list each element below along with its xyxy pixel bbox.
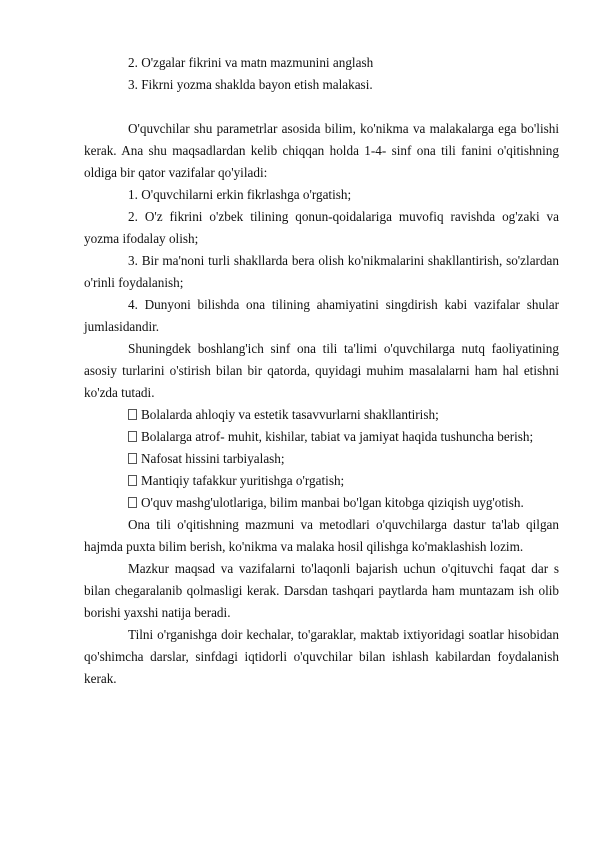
- intro-line: 3. Fikrni yozma shaklda bayon etish malakasi.: [128, 77, 373, 92]
- task-item: 1. O'quvchilarni erkin fikrlashga o'rgatish;: [128, 187, 352, 202]
- bullet-text: Mantiqiy tafakkur yuritishga o'rgatish;: [141, 473, 345, 488]
- bullet-box-icon: [128, 409, 137, 420]
- bullet-box-icon: [128, 431, 137, 442]
- paragraph-activities: Tilni o'rganishga doir kechalar, to'garaklar, maktab ixtiyoridagi soatlar hisobidan qo'shimcha darslar, sinfdagi iqtidorli o'quvchilar bilan ishlash kabilardan foydalanish kerak.: [84, 627, 559, 686]
- bullet-text: Nafosat hissini tarbiyalash;: [141, 451, 285, 466]
- bullet-text: Bolalarda ahloqiy va estetik tasavvurlarni shakllantirish;: [141, 407, 439, 422]
- bullet-item: [84, 448, 559, 470]
- paragraph-primary-education: Shuningdek boshlang'ich sinf ona tili ta'limi o'quvchilarga nutq faoliyatining asosiy turlarini o'stirish bilan bir qatorda, quyidagi muhim masalalarni ham hal etishni ko'zda tutadi.: [84, 341, 559, 400]
- bullet-text: O'quv mashg'ulotlariga, bilim manbai bo'lgan kitobga qiziqish uyg'otish.: [141, 495, 524, 510]
- task-item: 2. O'z fikrini o'zbek tilining qonun-qoidalariga muvofiq ravishda og'zaki va yozma ifodalay olish;: [84, 209, 559, 246]
- paragraph-spacer: [84, 96, 559, 118]
- bullet-box-icon: [128, 497, 137, 508]
- paragraph-parameters: O'quvchilar shu parametrlar asosida bilim, ko'nikma va malakalarga ega bo'lishi kerak. Ana shu maqsadlardan kelib chiqqan holda 1-4- sinf ona tili fanini o'qitishning oldiga bir qator vazifalar qo'yiladi:: [84, 121, 559, 180]
- paragraph-teacher: Mazkur maqsad va vazifalarni to'laqonli bajarish uchun o'qituvchi faqat dar s bilan chegaralanib qolmasligi kerak. Darsdan tashqari paytlarda ham muntazam ish olib borishi yaxshi natija beradi.: [84, 561, 559, 620]
- bullet-item: [84, 404, 559, 426]
- paragraph-methods: Ona tili o'qitishning mazmuni va metodlari o'quvchilarga dastur ta'lab qilgan hajmda puxta bilim berish, ko'nikma va malaka hosil qilishga ko'maklashish lozim.: [84, 517, 559, 554]
- intro-line: 2. O'zgalar fikrini va matn mazmunini anglash: [128, 55, 374, 70]
- bullet-item: [84, 492, 559, 514]
- task-item: 3. Bir ma'noni turli shakllarda bera olish ko'nikmalarini shakllantirish, so'zlardan o'rinli foydalanish;: [84, 253, 559, 290]
- document-page: [84, 52, 559, 690]
- bullet-box-icon: [128, 453, 137, 464]
- bullet-box-icon: [128, 475, 137, 486]
- task-item: 4. Dunyoni bilishda ona tilining ahamiyatini singdirish kabi vazifalar shular jumlasidandir.: [84, 297, 559, 334]
- bullet-text: Bolalarga atrof- muhit, kishilar, tabiat va jamiyat haqida tushuncha berish;: [141, 429, 534, 444]
- bullet-item: [84, 426, 559, 448]
- bullet-item: [84, 470, 559, 492]
